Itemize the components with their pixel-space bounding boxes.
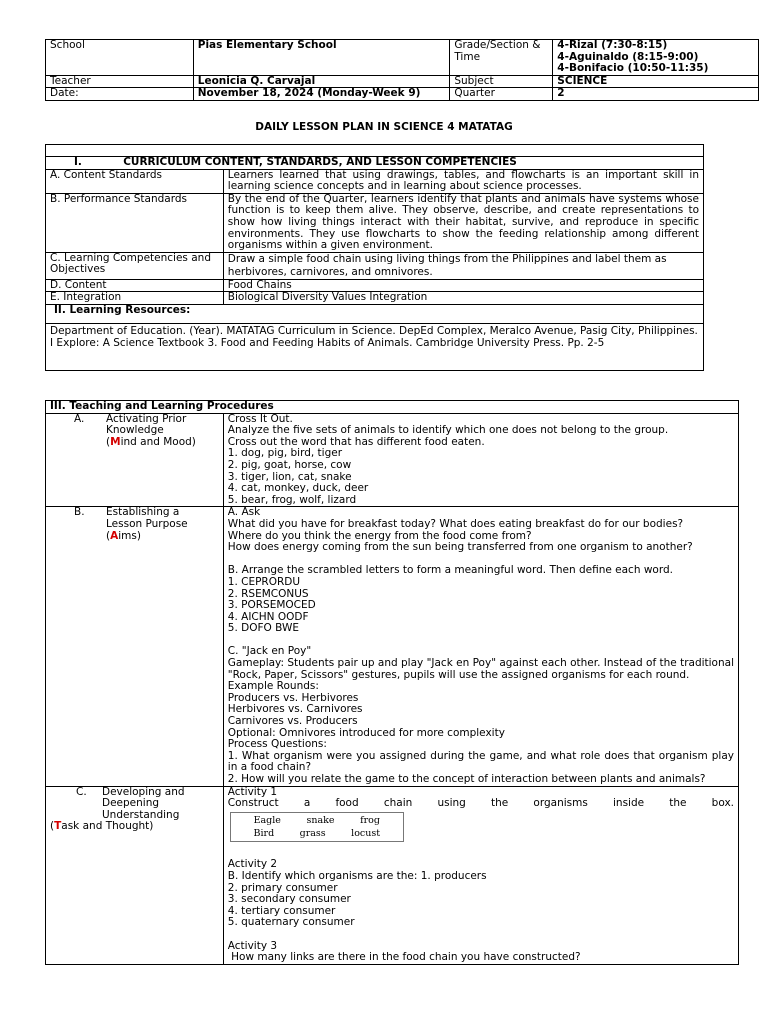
procedure-b-label <box>46 507 224 786</box>
content-text: Food Chains <box>223 279 703 292</box>
scramble-line: 5. DOFO BWE <box>227 622 299 635</box>
ask-line: How does energy coming from the sun being transferred from one organism to another? <box>227 541 693 554</box>
date-value: November 18, 2024 (Monday-Week 9) <box>193 88 450 101</box>
activity-line: Analyze the five sets of animals to identify which one does not belong to the group. <box>227 424 669 437</box>
section1-numeral: I. <box>74 156 82 168</box>
activity-line: Cross It Out. <box>227 412 293 425</box>
scramble-line: 4. AICHN OODF <box>227 610 309 623</box>
date-label: Date: <box>46 88 194 101</box>
activity3-title: Activity 3 <box>227 939 278 952</box>
round-line: Herbivores vs. Carnivores <box>227 703 363 716</box>
procedures-table <box>45 400 739 965</box>
procedure-b-content <box>223 507 738 786</box>
activity-line: 4. cat, monkey, duck, deer <box>227 482 369 495</box>
activity2-line: B. Identify which organisms are the: 1. producers <box>227 869 487 882</box>
teacher-value: Leonicia Q. Carvajal <box>193 75 450 88</box>
integration-label: E. Integration <box>46 292 224 305</box>
organism-word: grass <box>299 827 326 839</box>
resource-item: Department of Education. (Year). MATATAG Curriculum in Science. DepEd Complex, Meralco Avenue, Pasig City, Philippines. <box>50 324 698 337</box>
ask-line: What did you have for breakfast today? What does eating breakfast do for our bodies? <box>227 517 684 530</box>
procedure-c-letter: C. <box>76 785 87 798</box>
round-line: Optional: Omnivores introduced for more complexity <box>227 726 505 739</box>
activity-line: 3. tiger, lion, cat, snake <box>227 470 352 483</box>
procedure-c-label-line: Understanding <box>102 808 180 821</box>
performance-standards-label: B. Performance Standards <box>46 193 224 252</box>
page-title: DAILY LESSON PLAN IN SCIENCE 4 MATATAG <box>255 121 513 133</box>
scramble-line: B. Arrange the scrambled letters to form a meaningful word. Then define each word. <box>227 564 673 577</box>
competencies-label: C. Learning Competencies and Objectives <box>46 252 224 279</box>
grade-value-2: 4-Aguinaldo (8:15-9:00) <box>557 50 699 63</box>
content-standards-label: A. Content Standards <box>46 169 224 193</box>
procedure-b-label-line: Establishing a <box>106 506 180 519</box>
process-question: 1. What organism were you assigned during the game, and what role does that organism play in a food chain? <box>227 749 734 774</box>
procedure-a-tag: (Mind and Mood) <box>106 435 196 448</box>
teacher-label: Teacher <box>46 75 194 88</box>
procedure-a-letter: A. <box>74 412 85 425</box>
competencies-text: Draw a simple food chain using living things from the Philippines and label them as herbivores, carnivores, and omnivores. <box>223 252 703 279</box>
activity1-text: Construct a food chain using the organisms inside the box. <box>227 797 734 810</box>
section3-heading: III. Teaching and Learning Procedures <box>46 401 739 414</box>
school-label: School <box>46 40 194 76</box>
tag-letter-m: M <box>110 435 121 448</box>
school-value: Pias Elementary School <box>193 40 450 76</box>
round-line: Producers vs. Herbivores <box>227 691 359 704</box>
section1-heading <box>46 157 704 170</box>
procedure-a-label-line: Activating Prior <box>106 412 187 425</box>
organism-box <box>230 812 404 842</box>
activity2-line: 5. quaternary consumer <box>227 916 355 929</box>
procedure-b-label-line: Lesson Purpose <box>106 517 188 530</box>
activity2-line: Activity 2 <box>227 858 278 871</box>
subject-label: Subject <box>450 75 553 88</box>
activity-line: Cross out the word that has different food eaten. <box>227 435 485 448</box>
content-standards-text: Learners learned that using drawings, tables, and flowcharts is an important skill in learning science concepts and in learning about science processes. <box>223 169 703 193</box>
gameplay-text: Gameplay: Students pair up and play "Jack en Poy" against each other. Instead of the traditional "Rock, Paper, Scissors" gestures, pupils will use the assigned organisms for each round. <box>227 657 734 681</box>
scramble-line: 3. PORSEMOCED <box>227 599 316 612</box>
organism-word: frog <box>360 814 380 826</box>
round-line: Example Rounds: <box>227 680 319 693</box>
round-line: Process Questions: <box>227 738 327 751</box>
performance-standards-text: By the end of the Quarter, learners identify that plants and animals have systems whose function is to keep them alive. They observe, describe, and create representations to show how living things interact with their habitat, survive, and reproduce in specific environments. They use flowcharts to show the feeding relationship among different organisms within a given environment. <box>223 193 703 252</box>
organism-word: snake <box>306 814 335 826</box>
procedure-b-letter: B. <box>74 506 85 519</box>
organism-word: locust <box>351 827 381 839</box>
procedure-c-label-line: Deepening <box>102 797 160 810</box>
activity2-line: 3. secondary consumer <box>227 893 351 906</box>
procedure-c-content <box>223 786 738 964</box>
ask-line: Where do you think the energy from the food come from? <box>227 529 532 542</box>
procedure-c-label <box>46 786 224 964</box>
procedure-a-label-line: Knowledge <box>106 424 164 437</box>
activity3-text: How many links are there in the food chain you have constructed? <box>227 951 581 964</box>
grade-value-1: 4-Rizal (7:30-8:15) <box>557 39 668 51</box>
resources-heading: II. Learning Resources: <box>46 304 704 323</box>
scramble-line: 2. RSEMCONUS <box>227 587 309 600</box>
organism-word: Eagle <box>253 814 281 826</box>
activity-line: 2. pig, goat, horse, cow <box>227 458 352 471</box>
activity2-line: 4. tertiary consumer <box>227 904 336 917</box>
quarter-value: 2 <box>553 88 759 101</box>
section1-heading-text: CURRICULUM CONTENT, STANDARDS, AND LESSON COMPETENCIES <box>123 156 517 168</box>
ask-line: A. Ask <box>227 506 261 519</box>
content-label: D. Content <box>46 279 224 292</box>
grade-values <box>553 40 759 76</box>
procedure-c-tag: (Task and Thought) <box>50 820 154 833</box>
scramble-line: 1. CEPRORDU <box>227 575 301 588</box>
grade-value-3: 4-Bonifacio (10:50-11:35) <box>557 62 709 75</box>
procedure-a-label <box>46 413 224 507</box>
activity-line: 5. bear, frog, wolf, lizard <box>227 493 357 506</box>
game-title: C. "Jack en Poy" <box>227 645 312 658</box>
procedure-b-tag: (Aims) <box>106 529 141 542</box>
activity1-title: Activity 1 <box>227 785 278 798</box>
grade-label: Grade/Section & Time <box>450 40 553 76</box>
process-question: 2. How will you relate the game to the concept of interaction between plants and animals? <box>227 773 706 785</box>
integration-text: Biological Diversity Values Integration <box>223 292 703 305</box>
organism-word: Bird <box>253 827 275 839</box>
resource-item: I Explore: A Science Textbook 3. Food and Feeding Habits of Animals. Cambridge University Press. Pp. 2-5 <box>50 336 605 349</box>
tag-letter-t: T <box>54 820 62 833</box>
resources-cell <box>46 323 704 370</box>
procedure-a-content <box>223 413 738 507</box>
tag-letter-a: A <box>110 529 119 542</box>
activity-line: 1. dog, pig, bird, tiger <box>227 447 343 460</box>
activity2-line: 2. primary consumer <box>227 881 338 894</box>
blank-row <box>46 145 704 157</box>
subject-value: SCIENCE <box>553 75 759 88</box>
quarter-label: Quarter <box>450 88 553 101</box>
procedure-c-label-line: Developing and <box>102 785 185 798</box>
curriculum-table <box>45 144 704 371</box>
round-line: Carnivores vs. Producers <box>227 715 358 728</box>
header-table <box>45 39 759 101</box>
